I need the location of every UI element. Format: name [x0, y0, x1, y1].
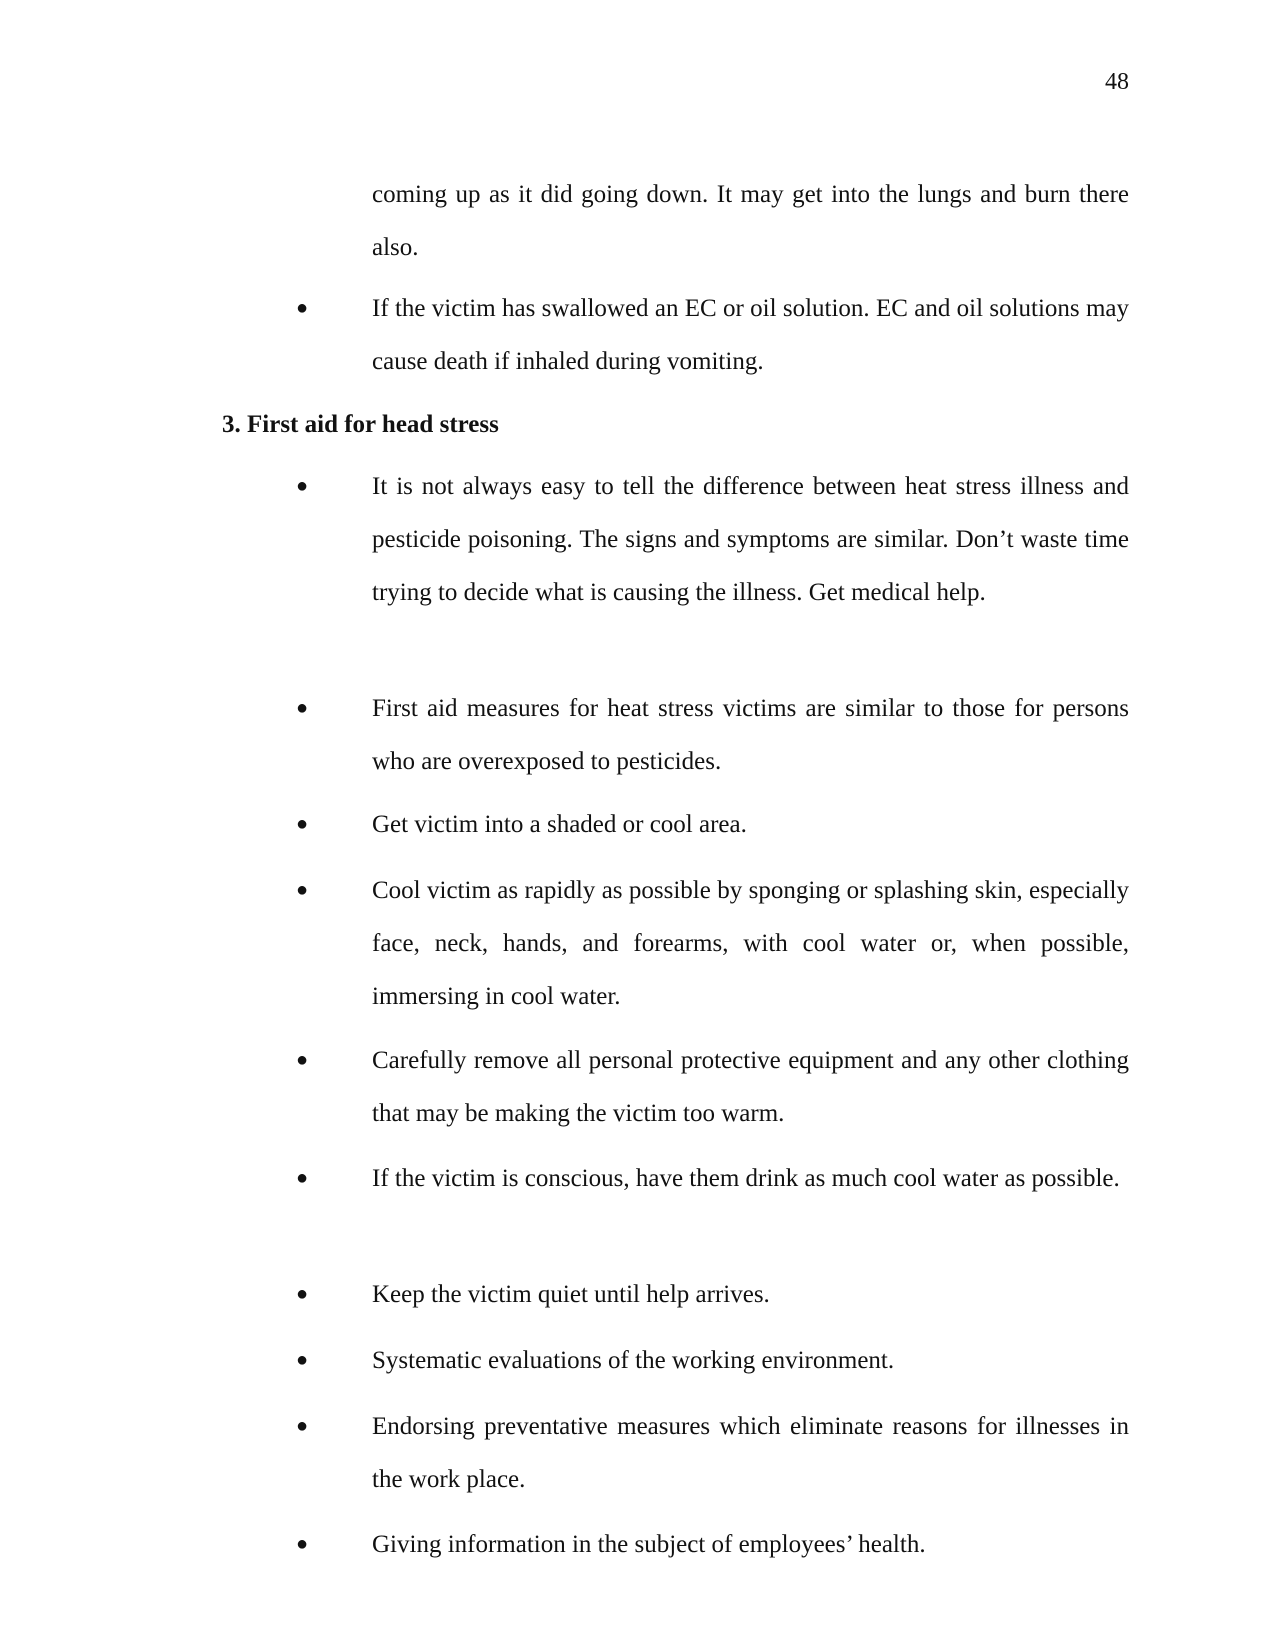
list-item: Keep the victim quiet until help arrives.	[372, 1281, 770, 1308]
bullet-icon: ●	[296, 1349, 309, 1371]
bullet-icon: ●	[296, 1283, 309, 1305]
bullet-icon: ●	[296, 697, 309, 719]
list-item: Systematic evaluations of the working environment.	[372, 1347, 895, 1374]
page-number: 48	[1105, 69, 1129, 95]
list-item: First aid measures for heat stress victims are similar to those for persons who are overexposed to pesticides.	[372, 695, 1129, 775]
list-item: Cool victim as rapidly as possible by sponging or splashing skin, especially face, neck, hands, and forearms, with cool water or, when possible, immersing in cool water.	[372, 877, 1129, 1010]
list-item: Giving information in the subject of employees’ health.	[372, 1531, 926, 1558]
list-item: If the victim has swallowed an EC or oil solution. EC and oil solutions may cause death if inhaled during vomiting.	[372, 295, 1129, 375]
bullet-icon: ●	[296, 1415, 309, 1437]
list-item: It is not always easy to tell the difference between heat stress illness and pesticide poisoning. The signs and symptoms are similar. Don’t waste time trying to decide what is causing the illness. Get medical help.	[372, 473, 1129, 606]
bullet-icon: ●	[296, 813, 309, 835]
continuation-paragraph: coming up as it did going down. It may get into the lungs and burn there also.	[372, 181, 1129, 261]
bullet-icon: ●	[296, 1533, 309, 1555]
bullet-icon: ●	[296, 475, 309, 497]
bullet-icon: ●	[296, 297, 309, 319]
list-item: Get victim into a shaded or cool area.	[372, 811, 747, 838]
list-item: If the victim is conscious, have them drink as much cool water as possible.	[372, 1165, 1120, 1192]
bullet-icon: ●	[296, 1167, 309, 1189]
bullet-icon: ●	[296, 1049, 309, 1071]
section-heading: 3. First aid for head stress	[222, 411, 499, 438]
list-item: Carefully remove all personal protective equipment and any other clothing that may be making the victim too warm.	[372, 1047, 1129, 1127]
bullet-icon: ●	[296, 879, 309, 901]
list-item: Endorsing preventative measures which eliminate reasons for illnesses in the work place.	[372, 1413, 1129, 1493]
